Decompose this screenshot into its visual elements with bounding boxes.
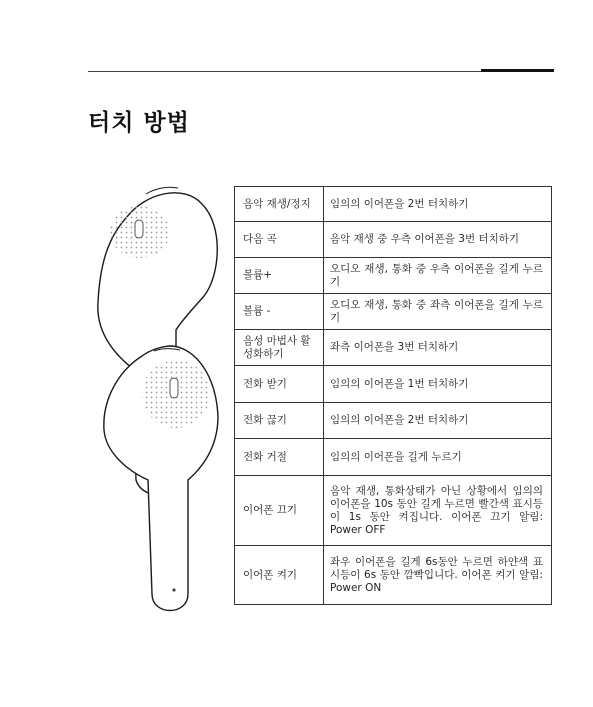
function-cell: 이어폰 켜기	[235, 546, 324, 605]
action-cell: 임의의 이어폰을 길게 누르기	[324, 439, 552, 476]
function-cell: 전화 끊기	[235, 403, 324, 439]
function-cell: 이어폰 끄기	[235, 476, 324, 546]
function-cell: 음악 재생/정지	[235, 187, 324, 222]
table-row	[235, 439, 552, 476]
action-cell: 음악 재생, 통화상태가 아닌 상황에서 임의의 이어폰을 10s 동안 길게 누르면 빨간색 표시등이 1s 동안 켜집니다. 이어폰 끄기 알림: Power OFF	[324, 476, 552, 546]
action-cell: 음악 재생 중 우측 이어폰을 3번 터치하기	[324, 222, 552, 258]
microphone-hole-icon	[172, 588, 175, 591]
action-cell: 임의의 이어폰을 1번 터치하기	[324, 366, 552, 403]
earbud-front	[104, 346, 218, 611]
table-row	[235, 187, 552, 222]
table-row	[235, 294, 552, 330]
function-cell: 음성 마법사 활성화하기	[235, 330, 324, 366]
action-cell: 좌우 이어폰을 길게 6s동안 누르면 하얀색 표시등이 6s 동안 깜빡입니다. 이어폰 켜기 알림: Power ON	[324, 546, 552, 605]
table-row	[235, 222, 552, 258]
table-row	[235, 330, 552, 366]
function-cell: 전화 거절	[235, 439, 324, 476]
header-rule-accent	[481, 69, 554, 72]
action-cell: 오디오 재생, 통화 중 좌측 이어폰을 길게 누르기	[324, 294, 552, 330]
action-cell: 임의의 이어폰을 2번 터치하기	[324, 187, 552, 222]
table-row	[235, 546, 552, 605]
earbuds-illustration	[84, 180, 234, 620]
table-row	[235, 403, 552, 439]
function-cell: 다음 곡	[235, 222, 324, 258]
table-row	[235, 258, 552, 294]
touch-controls-table	[234, 186, 552, 605]
touch-indicator-front-icon	[170, 378, 178, 398]
page-title: 터치 방법	[88, 110, 190, 136]
table-row	[235, 366, 552, 403]
table-row	[235, 476, 552, 546]
action-cell: 좌측 이어폰을 3번 터치하기	[324, 330, 552, 366]
touch-indicator-back-icon	[135, 220, 143, 238]
function-cell: 전화 받기	[235, 366, 324, 403]
function-cell: 볼륨+	[235, 258, 324, 294]
function-cell: 볼륨 -	[235, 294, 324, 330]
action-cell: 임의의 이어폰을 2번 터치하기	[324, 403, 552, 439]
action-cell: 오디오 재생, 통화 중 우측 이어폰을 길게 누르기	[324, 258, 552, 294]
